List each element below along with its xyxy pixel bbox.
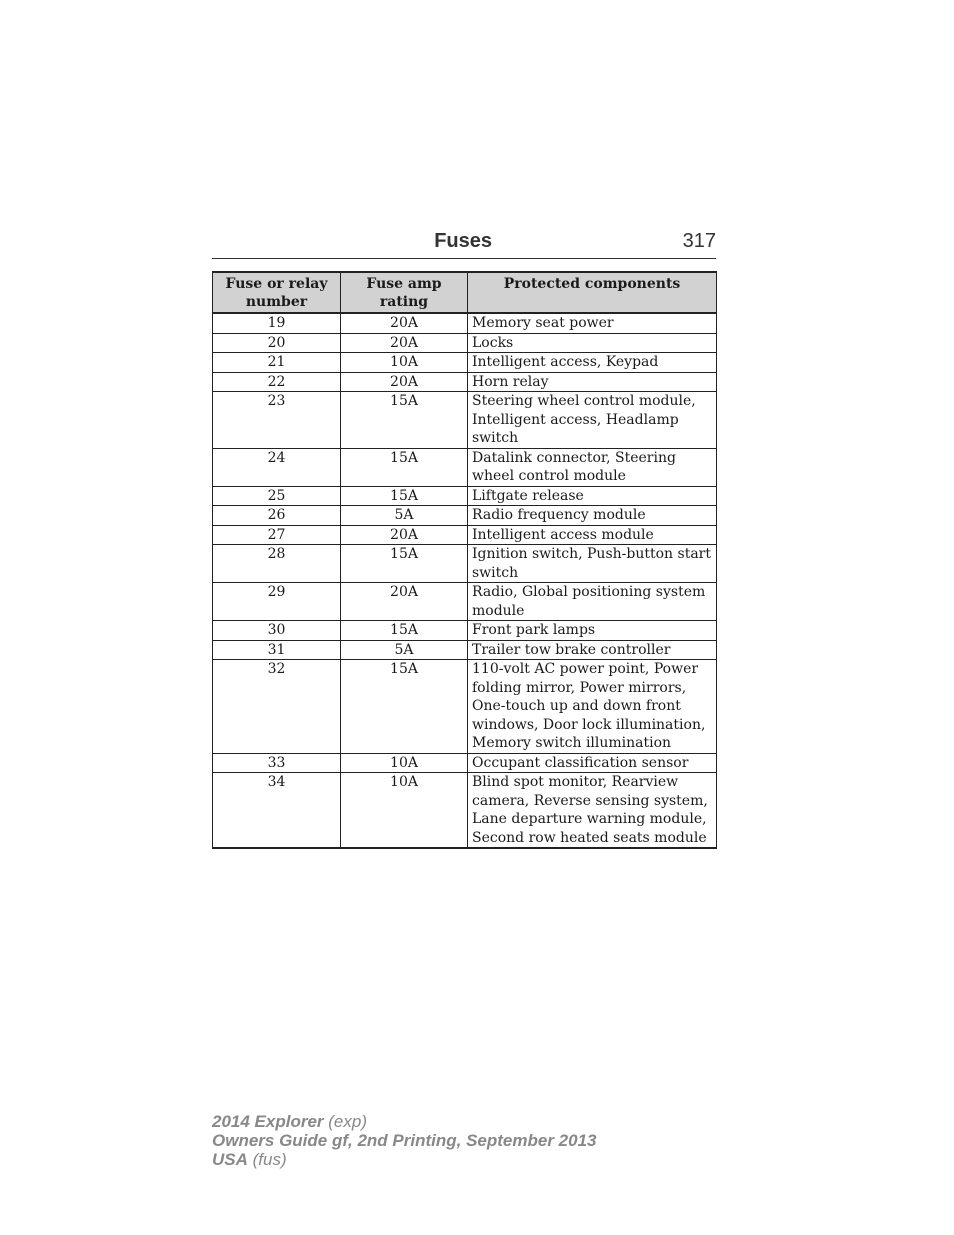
protected-components-cell: Ignition switch, Push-button start switch — [468, 545, 717, 583]
fuse-rating-cell: 10A — [341, 753, 468, 773]
fuse-number-cell: 33 — [213, 753, 341, 773]
fuse-number-cell: 20 — [213, 333, 341, 353]
fuse-rating-cell: 20A — [341, 333, 468, 353]
page-number: 317 — [682, 230, 716, 252]
protected-components-cell: Memory seat power — [468, 313, 717, 333]
protected-components-cell: Blind spot monitor, Rearview camera, Reverse sensing system, Lane departure warning module, Second row heated seats module — [468, 773, 717, 849]
footer-line-3 — [212, 1150, 596, 1169]
column-header-rating: Fuse amp rating — [341, 272, 468, 313]
fuse-number-cell: 23 — [213, 392, 341, 449]
fuse-number-cell: 24 — [213, 448, 341, 486]
section-title: Fuses — [434, 230, 492, 252]
table-row — [213, 486, 717, 506]
fuse-number-cell: 26 — [213, 506, 341, 526]
table-row — [213, 372, 717, 392]
fuse-number-cell: 21 — [213, 353, 341, 373]
fuse-rating-cell: 5A — [341, 640, 468, 660]
table-row — [213, 525, 717, 545]
fuse-table-body — [213, 313, 717, 848]
footer-model: 2014 Explorer — [212, 1112, 324, 1131]
footer-line-2 — [212, 1131, 596, 1150]
fuse-number-cell: 31 — [213, 640, 341, 660]
protected-components-cell: 110-volt AC power point, Power folding mirror, Power mirrors, One-touch up and down front windows, Door lock illumination, Memory switch illumination — [468, 660, 717, 754]
table-row — [213, 353, 717, 373]
fuse-rating-cell: 20A — [341, 313, 468, 333]
protected-components-cell: Liftgate release — [468, 486, 717, 506]
table-row — [213, 640, 717, 660]
protected-components-cell: Locks — [468, 333, 717, 353]
protected-components-cell: Trailer tow brake controller — [468, 640, 717, 660]
fuse-number-cell: 19 — [213, 313, 341, 333]
fuse-rating-cell: 10A — [341, 353, 468, 373]
table-row — [213, 621, 717, 641]
fuse-number-cell: 27 — [213, 525, 341, 545]
footer-line-1 — [212, 1112, 596, 1131]
fuse-number-cell: 25 — [213, 486, 341, 506]
footer-market: USA — [212, 1150, 248, 1169]
fuse-rating-cell: 15A — [341, 486, 468, 506]
fuse-rating-cell: 15A — [341, 660, 468, 754]
protected-components-cell: Intelligent access, Keypad — [468, 353, 717, 373]
protected-components-cell: Radio, Global positioning system module — [468, 583, 717, 621]
fuse-number-cell: 28 — [213, 545, 341, 583]
fuse-number-cell: 29 — [213, 583, 341, 621]
fuse-rating-cell: 15A — [341, 545, 468, 583]
table-row — [213, 448, 717, 486]
table-row — [213, 333, 717, 353]
table-header-row — [213, 272, 717, 313]
protected-components-cell: Front park lamps — [468, 621, 717, 641]
protected-components-cell: Datalink connector, Steering wheel control module — [468, 448, 717, 486]
fuse-rating-cell: 15A — [341, 392, 468, 449]
page-footer — [212, 1112, 596, 1169]
table-row — [213, 545, 717, 583]
fuse-number-cell: 34 — [213, 773, 341, 849]
fuse-number-cell: 30 — [213, 621, 341, 641]
protected-components-cell: Horn relay — [468, 372, 717, 392]
column-header-components: Protected components — [468, 272, 717, 313]
protected-components-cell: Intelligent access module — [468, 525, 717, 545]
table-row — [213, 773, 717, 849]
table-row — [213, 583, 717, 621]
footer-model-code: (exp) — [328, 1112, 367, 1131]
fuse-rating-cell: 5A — [341, 506, 468, 526]
protected-components-cell: Steering wheel control module, Intelligent access, Headlamp switch — [468, 392, 717, 449]
footer-market-code: (fus) — [252, 1150, 287, 1169]
table-row — [213, 313, 717, 333]
fuse-rating-cell: 15A — [341, 621, 468, 641]
table-row — [213, 392, 717, 449]
page-header — [212, 228, 716, 259]
fuse-rating-cell: 10A — [341, 773, 468, 849]
fuse-number-cell: 32 — [213, 660, 341, 754]
table-row — [213, 660, 717, 754]
table-row — [213, 753, 717, 773]
footer-guide-info: Owners Guide gf, 2nd Printing, September 2013 — [212, 1131, 597, 1150]
protected-components-cell: Radio frequency module — [468, 506, 717, 526]
fuse-rating-cell: 15A — [341, 448, 468, 486]
column-header-number: Fuse or relay number — [213, 272, 341, 313]
fuse-rating-cell: 20A — [341, 583, 468, 621]
protected-components-cell: Occupant classification sensor — [468, 753, 717, 773]
fuse-number-cell: 22 — [213, 372, 341, 392]
fuse-rating-cell: 20A — [341, 525, 468, 545]
table-row — [213, 506, 717, 526]
fuse-table — [212, 271, 717, 849]
fuse-rating-cell: 20A — [341, 372, 468, 392]
